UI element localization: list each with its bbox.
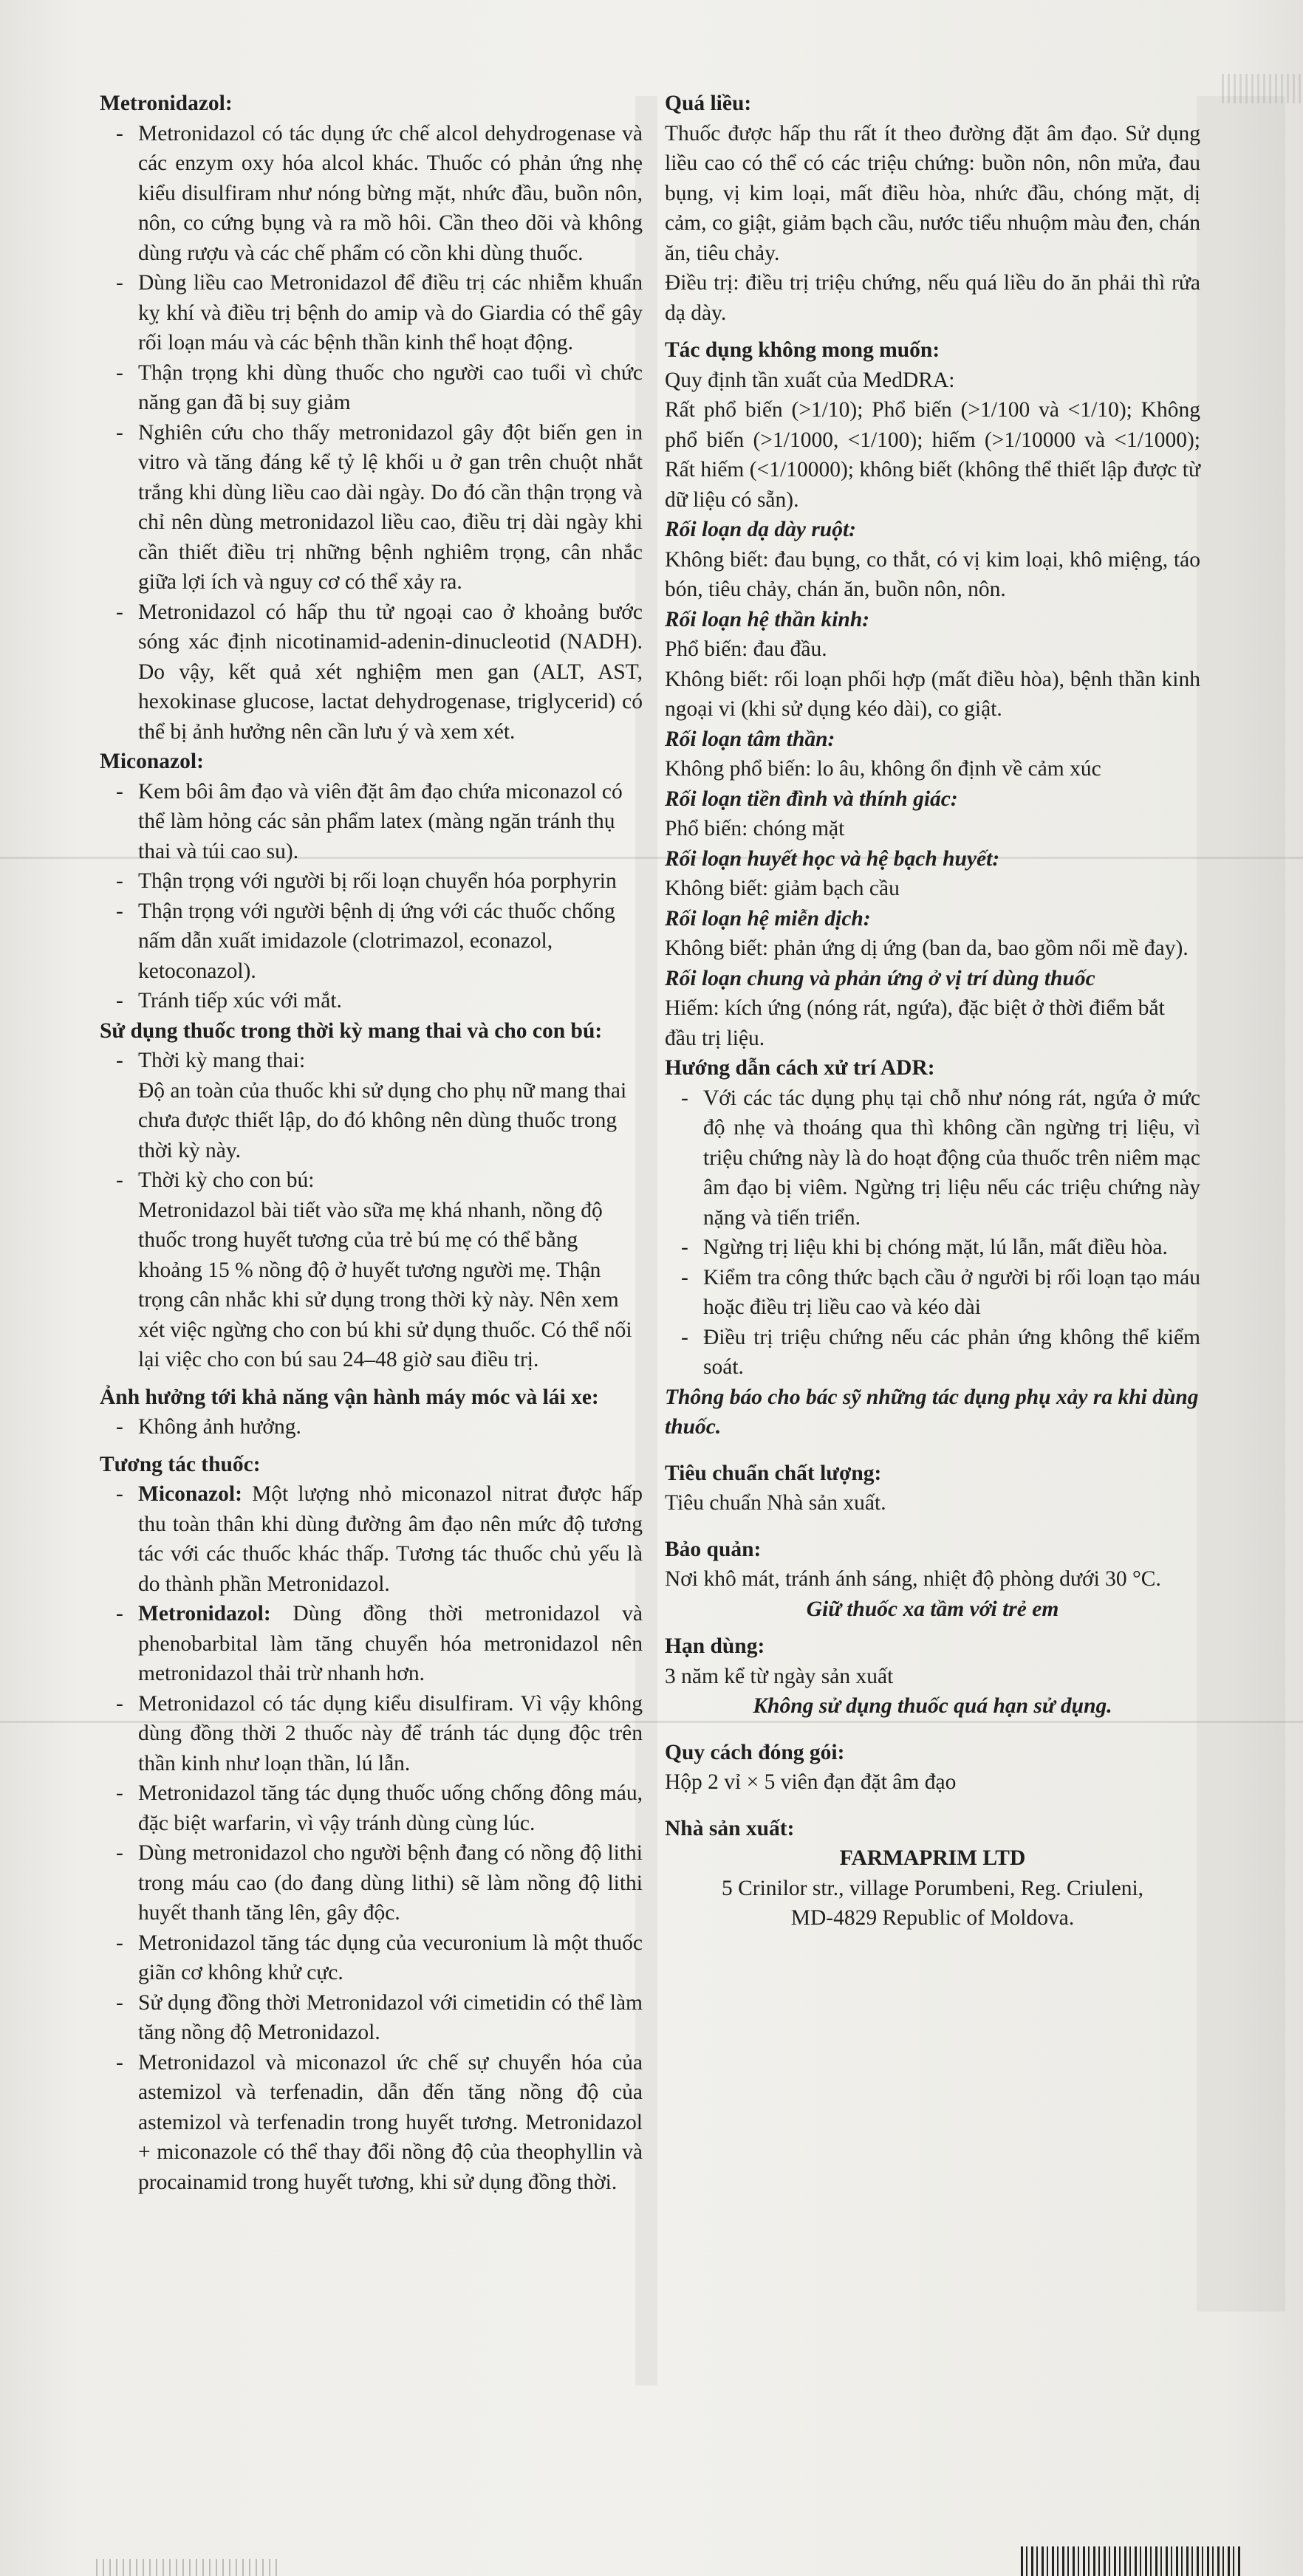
interactions-list (100, 1479, 643, 2197)
section-title-packaging: Quy cách đóng gói: (665, 1740, 845, 1764)
neuro-text-common: Phổ biến: đau đầu. (665, 637, 827, 661)
subsection-vestibular: Rối loạn tiền đình và thính giác: (665, 787, 958, 811)
list-item (100, 1599, 643, 1689)
psych-text: Không phổ biến: lo âu, không ổn định về cảm xúc (665, 757, 1101, 781)
item-text: Độ an toàn của thuốc khi sử dụng cho phụ nữ mang thai chưa được thiết lập, do đó không nên dùng thuốc trong thời kỳ này. (138, 1078, 627, 1162)
section-title-pregnancy: Sử dụng thuốc trong thời kỳ mang thai và cho con bú: (100, 1018, 603, 1043)
section-title-miconazol: Miconazol: (100, 750, 204, 773)
section-title-interactions: Tương tác thuốc: (100, 1452, 261, 1476)
right-column (665, 89, 1200, 1933)
storage-text: Nơi khô mát, tránh ánh sáng, nhiệt độ phòng dưới 30 °C. (665, 1567, 1161, 1591)
packaging-text: Hộp 2 vỉ × 5 viên đạn đặt âm đạo (665, 1770, 957, 1794)
item-label: - Thời kỳ mang thai: (138, 1049, 306, 1072)
item-bold: Miconazol: (138, 1482, 242, 1506)
list-item (100, 1928, 643, 1988)
list-item: - Thận trọng với người bị rối loạn chuyển hóa porphyrin (100, 866, 643, 897)
list-item: - Dùng liều cao Metronidazol để điều trị các nhiễm khuẩn kỵ khí và điều trị bệnh do amip và do Giardia có thể gây rối loạn máu và các bệnh thần kinh thể hoạt động. (100, 268, 643, 358)
list-item (100, 1988, 643, 2048)
manufacturer-address-line1: 5 Crinilor str., village Porumbeni, Reg. Criuleni, (721, 1876, 1144, 1900)
driving-list (100, 1412, 643, 1442)
list-item: - Không ảnh hưởng. (100, 1412, 643, 1442)
expiry-warning: Không sử dụng thuốc quá hạn sử dụng. (753, 1694, 1112, 1718)
item-text: Dùng đồng thời metronidazol và phenobarbital làm tăng chuyển hóa metronidazol nên metronidazol thải trừ nhanh hơn. (138, 1602, 643, 1685)
left-column (100, 89, 643, 2197)
section-title-manufacturer: Nhà sản xuất: (665, 1816, 795, 1840)
miconazol-list (100, 777, 643, 1016)
item-text: Metronidazol tăng tác dụng của vecuronium là một thuốc giãn cơ không khử cực. (138, 1931, 643, 1984)
item-bold: Metronidazol: (138, 1602, 271, 1626)
section-title-adverse-effects: Tác dụng không mong muốn: (665, 338, 940, 362)
expiry-text: 3 năm kể từ ngày sản xuất (665, 1664, 894, 1688)
frequency-heading: Quy định tần xuất của MedDRA: (665, 368, 955, 392)
section-title-quality: Tiêu chuẩn chất lượng: (665, 1461, 882, 1485)
section-title-storage: Bảo quản: (665, 1537, 762, 1561)
manufacturer-address-line2: MD-4829 Republic of Moldova. (790, 1906, 1075, 1930)
list-item (100, 1778, 643, 1838)
manufacturer-name: FARMAPRIM LTD (839, 1846, 1026, 1870)
item-text: Sử dụng đồng thời Metronidazol với cimetidin có thể làm tăng nồng độ Metronidazol. (138, 1990, 643, 2044)
section-title-driving: Ảnh hưởng tới khả năng vận hành máy móc và lái xe: (100, 1385, 599, 1409)
immune-text: Không biết: phản ứng dị ứng (ban da, bao gồm nổi mề đay). (665, 936, 1189, 960)
notify-doctor: Thông báo cho bác sỹ những tác dụng phụ xảy ra khi dùng thuốc. (665, 1385, 1199, 1439)
storage-warning: Giữ thuốc xa tầm với trẻ em (806, 1597, 1059, 1621)
item-text: Metronidazol và miconazol ức chế sự chuyển hóa của astemizol và terfenadin, dẫn đến tăng nồng độ của astemizol và terfenadin trong huyết tương. Metronidazol + miconazole có thể thay đổi nồng độ của theophyllin và procainamid trong huyết tương, khi sử dụng đồng thời. (138, 2050, 643, 2194)
subsection-general: Rối loạn chung và phản ứng ở vị trí dùng thuốc (665, 966, 1095, 990)
gi-text: Không biết: đau bụng, co thắt, có vị kim loại, khô miệng, táo bón, tiêu chảy, chán ăn, buồn nôn, nôn. (665, 547, 1200, 601)
list-item: - Thận trọng với người bệnh dị ứng với các thuốc chống nấm dẫn xuất imidazole (clotrimazol, econazol, ketoconazol). (100, 897, 643, 987)
list-item: - Với các tác dụng phụ tại chỗ như nóng rát, ngứa ở mức độ nhẹ và thoáng qua thì không cần ngừng trị liệu, vì triệu chứng này là do hoạt động của thuốc trên niêm mạc âm đạo bị viêm. Ngừng trị liệu nếu các triệu chứng này nặng và tiến triển. (665, 1083, 1200, 1233)
subsection-psych: Rối loạn tâm thần: (665, 727, 835, 751)
frequency-text: Rất phổ biến (>1/10); Phổ biến (>1/100 và <1/10); Không phổ biến (>1/1000, <1/100); hiếm (>1/10000 và <1/1000); Rất hiếm (<1/10000); không biết (không thể thiết lập được từ dữ liệu có sẵn). (665, 398, 1200, 512)
item-text: Dùng metronidazol cho người bệnh đang có nồng độ lithi trong máu cao (do đang dùng lithi) sẽ làm nồng độ lithi huyết thanh tăng lên, gây độc. (138, 1841, 643, 1925)
list-item (100, 1479, 643, 1599)
list-item (100, 1046, 643, 1165)
subsection-neuro: Rối loạn hệ thần kinh: (665, 607, 870, 631)
print-marks (96, 2559, 281, 2576)
list-item: - Thận trọng khi dùng thuốc cho người cao tuổi vì chức năng gan đã bị suy giảm (100, 358, 643, 418)
quality-text: Tiêu chuẩn Nhà sản xuất. (665, 1491, 886, 1515)
list-item: - Nghiên cứu cho thấy metronidazol gây đột biến gen in vitro và tăng đáng kể tỷ lệ khối u ở gan trên chuột nhắt trắng khi dùng liều cao dài ngày. Do đó cần thận trọng và chỉ nên dùng metronidazol liều cao, điều trị dài ngày khi cần thiết điều trị những bệnh nghiêm trọng, cân nhắc giữa lợi ích và nguy cơ có thể xảy ra. (100, 418, 643, 597)
overdose-text: Thuốc được hấp thu rất ít theo đường đặt âm đạo. Sử dụng liều cao có thể có các triệu chứng: buồn nôn, nôn mửa, đau bụng, vị kim loại, mất điều hòa, nhức đầu, chóng mặt, dị cảm, co giật, giảm bạch cầu, nước tiểu nhuộm màu đen, chán ăn, tiêu chảy. (665, 121, 1200, 265)
show-through (1197, 96, 1285, 2312)
list-item (100, 1838, 643, 1928)
section-title-adr-guide: Hướng dẫn cách xử trí ADR: (665, 1056, 935, 1080)
metronidazol-list (100, 119, 643, 747)
section-title-overdose: Quá liều: (665, 92, 752, 115)
item-text: Metronidazol bài tiết vào sữa mẹ khá nhanh, nồng độ thuốc trong huyết tương của trẻ bú mẹ có thể bằng khoảng 15 % nồng độ ở huyết tương người mẹ. Thận trọng cân nhắc khi sử dụng trong thời kỳ này. Nên xem xét việc ngừng cho con bú khi sử dụng thuốc. Có thể nối lại việc cho con bú sau 24–48 giờ sau điều trị. (138, 1198, 632, 1371)
item-text: Một lượng nhỏ miconazol nitrat được hấp thu toàn thân khi dùng đường âm đạo nên mức độ tương tác với các thuốc khác thấp. Tương tác thuốc chủ yếu là do thành phần Metronidazol. (138, 1482, 643, 1596)
section-title-metronidazol: Metronidazol: (100, 92, 233, 115)
subsection-blood: Rối loạn huyết học và hệ bạch huyết: (665, 846, 1000, 871)
neuro-text-unknown: Không biết: rối loạn phối hợp (mất điều hòa), bệnh thần kinh ngoại vi (khi sử dụng kéo dài), co giật. (665, 667, 1200, 721)
general-text: Hiếm: kích ứng (nóng rát, ngứa), đặc biệt ở thời điểm bắt đầu trị liệu. (665, 996, 1165, 1050)
pregnancy-list (100, 1046, 643, 1375)
list-item: - Ngừng trị liệu khi bị chóng mặt, lú lẫn, mất điều hòa. (665, 1233, 1200, 1263)
vestibular-text: Phổ biến: chóng mặt (665, 817, 845, 840)
item-text: Metronidazol có tác dụng kiểu disulfiram. Vì vậy không dùng đồng thời 2 thuốc này để tránh tác dụng độc trên thần kinh như loạn thần, lú lẫn. (138, 1691, 643, 1775)
section-title-expiry: Hạn dùng: (665, 1634, 765, 1658)
item-text: Metronidazol tăng tác dụng thuốc uống chống đông máu, đặc biệt warfarin, vì vậy tránh dùng cùng lúc. (138, 1781, 643, 1835)
list-item (100, 1165, 643, 1375)
list-item: - Điều trị triệu chứng nếu các phản ứng không thể kiểm soát. (665, 1323, 1200, 1383)
subsection-gi: Rối loạn dạ dày ruột: (665, 518, 856, 541)
list-item: - Metronidazol có tác dụng ức chế alcol dehydrogenase và các enzym oxy hóa alcol khác. Thuốc có phản ứng nhẹ kiểu disulfiram như nóng bừng mặt, nhức đầu, buồn nôn, nôn, co cứng bụng và ra mồ hôi. Cần theo dõi và không dùng rượu và các chế phẩm có cồn khi dùng thuốc. (100, 119, 643, 269)
list-item: - Kiểm tra công thức bạch cầu ở người bị rối loạn tạo máu hoặc điều trị liều cao và kéo dài (665, 1263, 1200, 1323)
list-item: - Metronidazol có hấp thu tử ngoại cao ở khoảng bước sóng xác định nicotinamid-adenin-dinucleotid (NADH). Do vậy, kết quả xét nghiệm men gan (ALT, AST, hexokinase glucose, lactat dehydrogenase, triglycerid) có thể bị ảnh hưởng nên cần lưu ý và xem xét. (100, 597, 643, 747)
list-item (100, 1689, 643, 1779)
item-label: - Thời kỳ cho con bú: (138, 1168, 315, 1192)
list-item (100, 2048, 643, 2198)
list-item: - Tránh tiếp xúc với mắt. (100, 986, 643, 1016)
overdose-treatment: Điều trị: điều trị triệu chứng, nếu quá liều do ăn phải thì rửa dạ dày. (665, 271, 1200, 325)
subsection-immune: Rối loạn hệ miễn dịch: (665, 906, 871, 931)
barcode (1021, 2546, 1242, 2576)
blood-text: Không biết: giảm bạch cầu (665, 877, 900, 900)
adr-guide-list (665, 1083, 1200, 1383)
list-item: - Kem bôi âm đạo và viên đặt âm đạo chứa miconazol có thể làm hỏng các sản phẩm latex (màng ngăn tránh thụ thai và túi cao su). (100, 777, 643, 867)
